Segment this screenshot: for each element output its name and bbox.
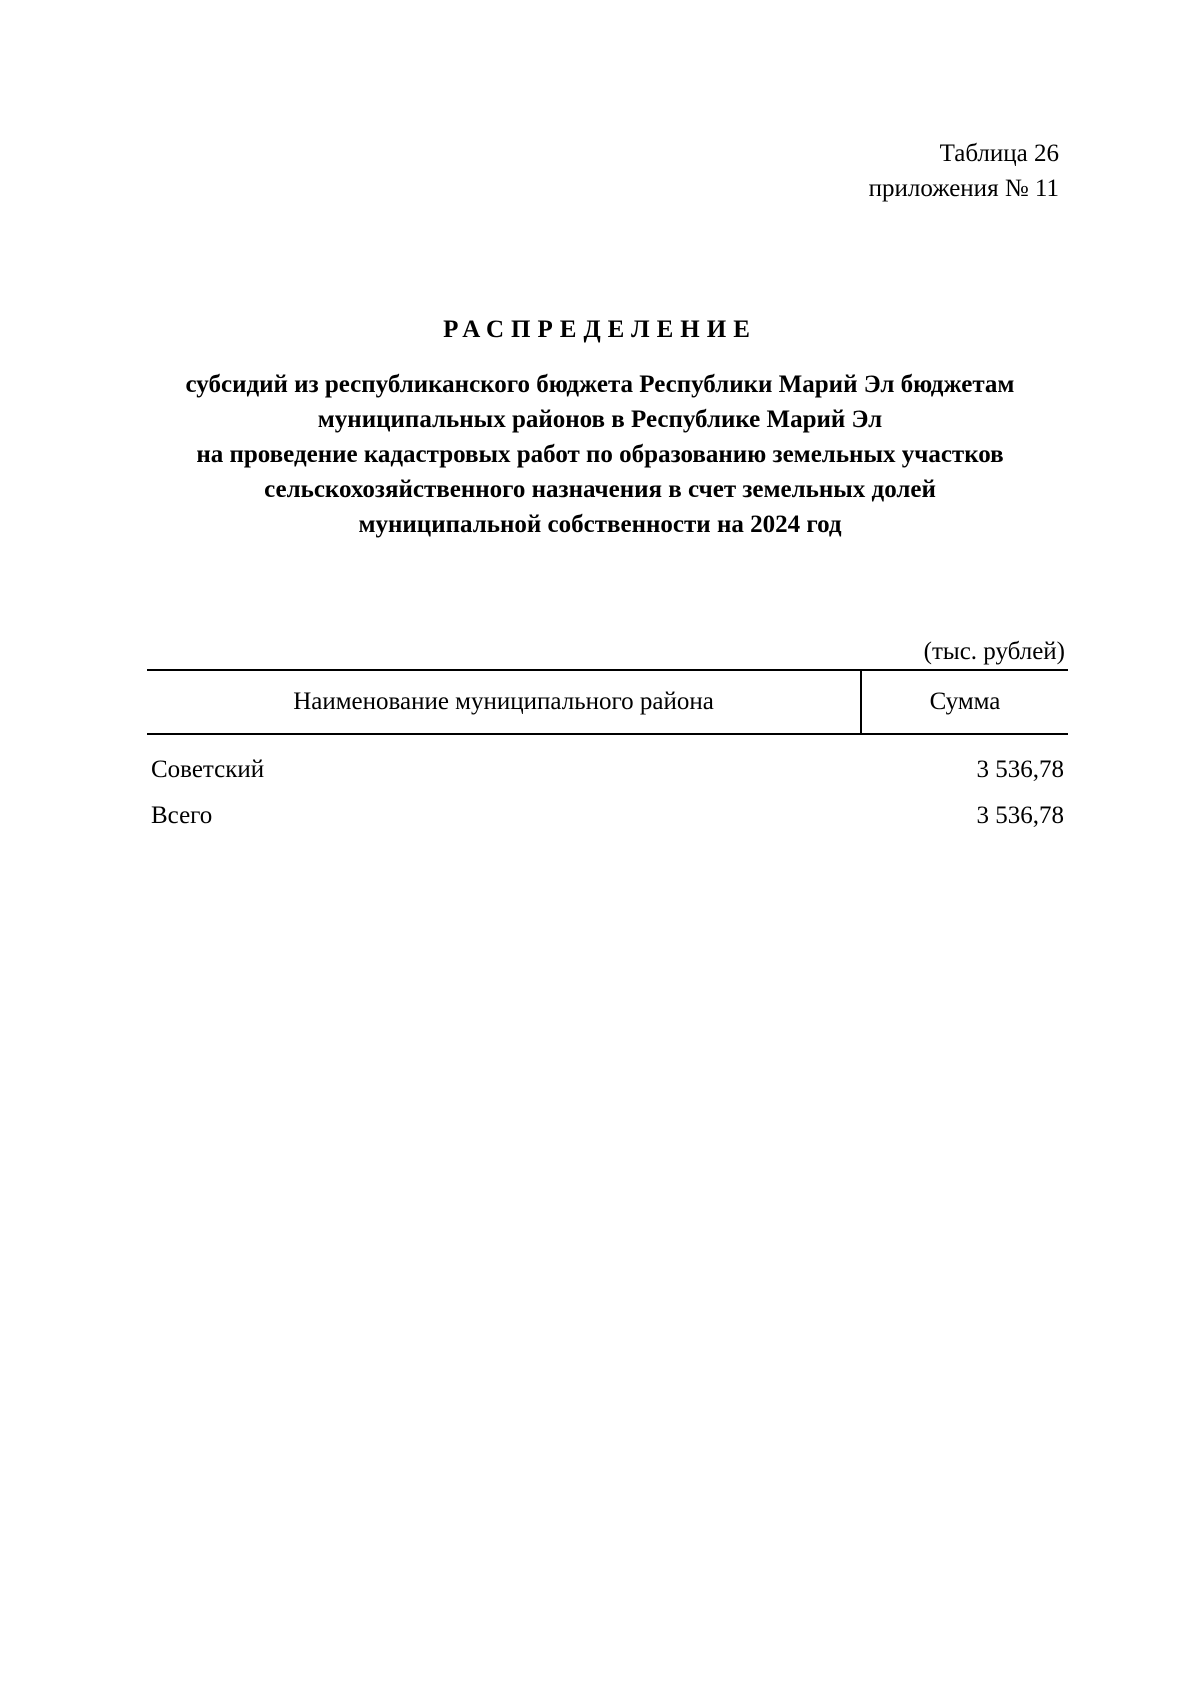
row-district-name: Советский <box>151 756 265 783</box>
subtitle-line: муниципальной собственности на 2024 год <box>358 511 842 538</box>
row-total-label: Всего <box>151 802 213 829</box>
subtitle-line: сельскохозяйственного назначения в счет земельных долей <box>264 476 936 503</box>
subtitle-line: муниципальных районов в Республике Марий Эл <box>317 406 883 433</box>
document-reference <box>869 136 1059 206</box>
distribution-table <box>147 669 1068 839</box>
document-title: РАСПРЕДЕЛЕНИЕ <box>443 316 757 343</box>
subtitle-line: на проведение кадастровых работ по образованию земельных участков <box>196 441 1004 468</box>
column-header-sum: Сумма <box>929 688 1001 715</box>
column-header-name: Наименование муниципального района <box>147 671 862 733</box>
row-sum-value: 3 536,78 <box>976 756 1064 783</box>
appendix-label: приложения № 11 <box>868 175 1059 202</box>
table-header <box>147 669 1068 735</box>
document-heading <box>0 313 1200 542</box>
table-body <box>147 735 1068 839</box>
table-row <box>147 747 1068 793</box>
units-label: (тыс. рублей) <box>923 638 1065 665</box>
table-number-label: Таблица 26 <box>939 140 1059 167</box>
table-row-total <box>147 793 1068 839</box>
document-subtitle <box>0 367 1200 542</box>
subtitle-line: субсидий из республиканского бюджета Республики Марий Эл бюджетам <box>185 371 1015 398</box>
row-total-value: 3 536,78 <box>976 802 1064 829</box>
